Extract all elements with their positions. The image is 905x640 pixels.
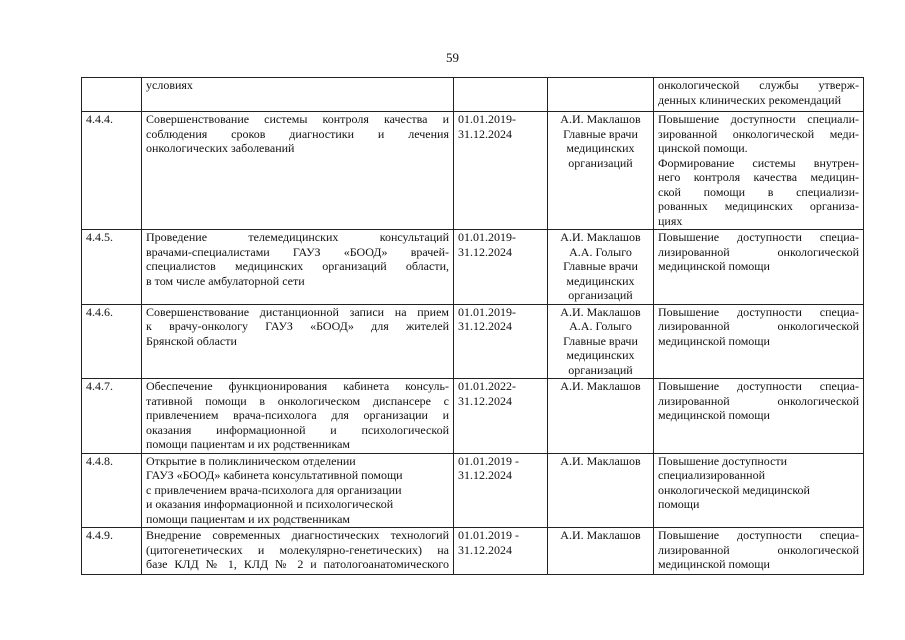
measure-cell <box>142 304 454 379</box>
item-number: 4.4.8. <box>82 453 142 528</box>
result-cell-line: рованных медицинских организа- <box>658 199 859 213</box>
result-cell-line: Повышение доступности <box>658 453 788 468</box>
period-cell <box>454 230 548 305</box>
table-row <box>82 304 864 379</box>
period-cell-line: 31.12.2024 <box>458 319 512 333</box>
item-number: 4.4.5. <box>82 230 142 305</box>
responsible-cell-line: организаций <box>568 288 633 302</box>
responsible-cell-line: организаций <box>568 155 633 170</box>
period-cell <box>454 112 548 230</box>
result-cell-line: медицинской помощи <box>658 259 770 273</box>
measure-cell-line: ГАУЗ «БООД» кабинета консультативной помощи <box>146 468 403 482</box>
item-number: 4.4.6. <box>82 304 142 379</box>
responsible-cell-line: А.И. Маклашов <box>560 112 641 126</box>
responsible-cell-line: А.И. Маклашов <box>560 379 641 393</box>
plan-table-body <box>82 78 864 575</box>
result-cell-line: медицинской помощи <box>658 557 770 571</box>
period-cell-line: 01.01.2019 - <box>458 453 519 468</box>
result-cell-line: медицинской помощи <box>658 408 770 422</box>
period-cell-line: 31.12.2024 <box>458 244 512 259</box>
period-cell-line: 01.01.2019- <box>458 112 516 126</box>
responsible-cell-line: А.И. Маклашов <box>560 304 641 319</box>
measure-cell <box>142 379 454 454</box>
table-row <box>82 78 864 112</box>
period-cell <box>454 379 548 454</box>
measure-cell <box>142 78 454 112</box>
measure-cell-line: к врачу-онкологу ГАУЗ «БООД» для жителей <box>146 319 449 333</box>
responsible-cell-line: Главные врачи <box>563 126 638 141</box>
responsible-cell-line: А.А. Голыго <box>569 244 632 259</box>
measure-cell-line: и оказания информационной и психологической <box>146 497 394 511</box>
responsible-cell <box>548 453 654 528</box>
measure-cell-line: (цитогенетических и молекулярно-генетических) на <box>146 542 449 557</box>
measure-cell-line: онкологических заболеваний <box>146 141 295 155</box>
result-cell-line: помощи <box>658 497 700 511</box>
measure-cell-line: с привлечением врача-психолога для организации <box>146 482 402 497</box>
measure-cell-line: оказания информационной и психологической <box>146 422 449 437</box>
measure-cell-line: Брянской области <box>146 333 237 348</box>
result-cell <box>654 379 864 454</box>
table-row <box>82 379 864 454</box>
period-cell-line: 31.12.2024 <box>458 542 512 557</box>
result-cell-line: онкологической медицинской <box>658 482 810 497</box>
result-cell <box>654 528 864 575</box>
responsible-cell <box>548 304 654 379</box>
table-row <box>82 453 864 528</box>
item-number <box>82 78 142 112</box>
result-cell <box>654 453 864 528</box>
item-number: 4.4.7. <box>82 379 142 454</box>
period-cell <box>454 304 548 379</box>
responsible-cell-line: Главные врачи <box>563 259 638 273</box>
result-cell-line: Повышение доступности специа- <box>658 304 859 319</box>
plan-table <box>81 77 864 575</box>
measure-cell-line: врачами-специалистами ГАУЗ «БООД» врачей- <box>146 244 449 259</box>
responsible-cell <box>548 379 654 454</box>
responsible-cell-line: Главные врачи <box>563 333 638 348</box>
period-cell-line: 31.12.2024 <box>458 468 512 482</box>
responsible-cell-line: А.А. Голыго <box>569 319 632 333</box>
measure-cell-line: соблюдения сроков диагностики и лечения <box>146 126 449 141</box>
result-cell-line: циях <box>658 213 683 228</box>
result-cell-line: специализированной <box>658 468 766 482</box>
period-cell <box>454 78 548 112</box>
measure-cell-line: в том числе амбулаторной сети <box>146 273 305 288</box>
measure-cell <box>142 112 454 230</box>
result-cell-line: лизированной онкологической <box>658 542 859 557</box>
responsible-cell <box>548 528 654 575</box>
result-cell-line: лизированной онкологической <box>658 319 859 333</box>
result-cell-line: Повышение доступности специа- <box>658 528 859 542</box>
period-cell-line: 01.01.2019 - <box>458 528 519 542</box>
result-cell <box>654 112 864 230</box>
measure-cell-line: помощи пациентам и их родственникам <box>146 511 351 526</box>
result-cell-line: Повышение доступности специа- <box>658 230 859 244</box>
table-row <box>82 230 864 305</box>
measure-cell-line: Обеспечение функционирования кабинета консуль- <box>146 379 449 393</box>
result-cell-line: ской помощи в специализи- <box>658 184 859 199</box>
measure-cell-line: помощи пациентам и их родственникам <box>146 437 351 451</box>
responsible-cell-line: А.И. Маклашов <box>560 453 641 468</box>
result-cell-line: зированной онкологической меди- <box>658 126 859 141</box>
measure-cell-line: Открытие в поликлиническом отделении <box>146 453 356 468</box>
result-cell-line: лизированной онкологической <box>658 393 859 408</box>
result-cell-line: лизированной онкологической <box>658 244 859 259</box>
responsible-cell <box>548 230 654 305</box>
result-cell <box>654 304 864 379</box>
result-cell <box>654 78 864 112</box>
result-cell-line: Повышение доступности специали- <box>658 112 859 126</box>
page-number: 59 <box>446 50 459 65</box>
period-cell-line: 31.12.2024 <box>458 393 512 408</box>
responsible-cell-line: организаций <box>568 362 633 377</box>
responsible-cell <box>548 78 654 112</box>
result-cell <box>654 230 864 305</box>
result-cell-line: денных клинических рекомендаций <box>658 92 842 107</box>
period-cell-line: 31.12.2024 <box>458 126 512 141</box>
responsible-cell-line: медицинских <box>566 141 635 155</box>
measure-cell-line: Совершенствование дистанционной записи на прием <box>146 304 449 319</box>
measure-cell-line: привлечением врача-психолога для организации и <box>146 408 449 422</box>
period-cell <box>454 453 548 528</box>
measure-cell <box>142 528 454 575</box>
responsible-cell-line: медицинских <box>566 273 635 288</box>
responsible-cell-line: А.И. Маклашов <box>560 528 641 542</box>
period-cell-line: 01.01.2022- <box>458 379 516 393</box>
result-cell-line: него контроля качества медицин- <box>658 170 859 184</box>
result-cell-line: цинской помощи. <box>658 141 748 155</box>
measure-cell <box>142 453 454 528</box>
measure-cell-line: тативной помощи в онкологическом диспансере с <box>146 393 449 408</box>
measure-cell-line: базе КЛД № 1, КЛД № 2 и патологоанатомического <box>146 557 449 571</box>
measure-cell-line: специалистов медицинских организаций области, <box>146 259 449 273</box>
responsible-cell-line: медицинских <box>566 348 635 362</box>
period-cell <box>454 528 548 575</box>
measure-cell-line: Внедрение современных диагностических технологий <box>146 528 449 542</box>
table-row <box>82 528 864 575</box>
responsible-cell-line: А.И. Маклашов <box>560 230 641 244</box>
table-row <box>82 112 864 230</box>
result-cell-line: онкологической службы утверж- <box>658 78 859 92</box>
item-number: 4.4.4. <box>82 112 142 230</box>
item-number: 4.4.9. <box>82 528 142 575</box>
measure-cell-line: Совершенствование системы контроля качества и <box>146 112 449 126</box>
responsible-cell <box>548 112 654 230</box>
result-cell-line: Повышение доступности специа- <box>658 379 859 393</box>
measure-cell-line: условиях <box>146 78 193 92</box>
period-cell-line: 01.01.2019- <box>458 230 516 244</box>
measure-cell <box>142 230 454 305</box>
result-cell-line: Формирование системы внутрен- <box>658 155 859 170</box>
result-cell-line: медицинской помощи <box>658 333 770 348</box>
measure-cell-line: Проведение телемедицинских консультаций <box>146 230 449 244</box>
period-cell-line: 01.01.2019- <box>458 304 516 319</box>
